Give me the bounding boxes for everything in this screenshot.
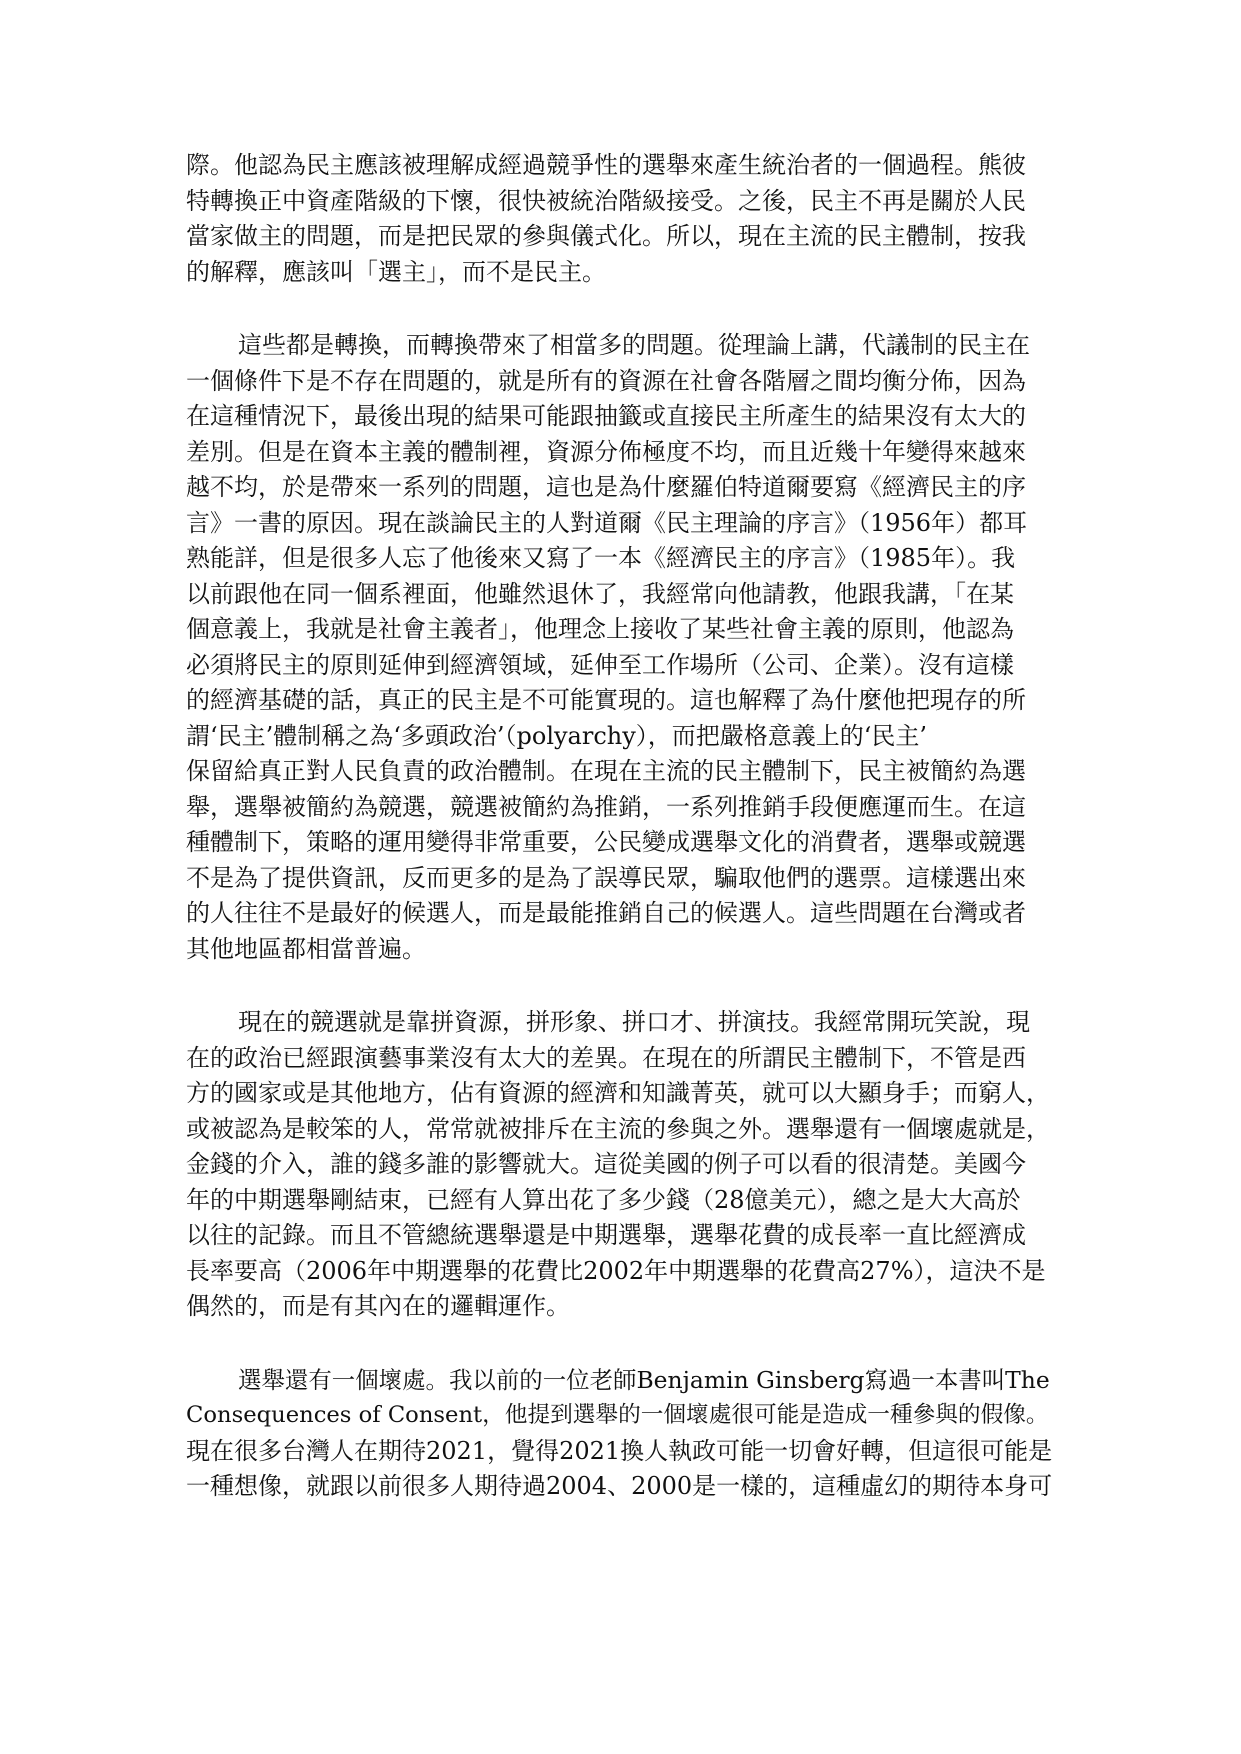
text-line: 際。他認為民主應該被理解成經過競爭性的選舉來產生統治者的一個過程。熊彼 (186, 151, 1026, 179)
text-line: 選舉還有一個壞處。我以前的一位老師Benjamin Ginsberg寫過一本書叫The (238, 1365, 1050, 1394)
text-line: Consequences of Consent，他提到選舉的一個壞處很可能是造成一種參與的假像。 (186, 1402, 1049, 1428)
text-line: 一個條件下是不存在問題的，就是所有的資源在社會各階層之間均衡分佈，因為 (186, 366, 1026, 395)
text-line: 年的中期選舉剛結束，已經有人算出花了多少錢（28億美元），總之是大大高於 (186, 1185, 1021, 1214)
text-line: 長率要高（2006年中期選舉的花費比2002年中期選舉的花費高27%），這決不是 (186, 1256, 1046, 1285)
text-line: 的人往往不是最好的候選人，而是最能推銷自己的候選人。這些問題在台灣或者 (186, 899, 1026, 927)
text-line: 的經濟基礎的話，真正的民主是不可能實現的。這也解釋了為什麼他把現存的所 (186, 686, 1026, 714)
text-line: 必須將民主的原則延伸到經濟領域，延伸至工作場所（公司、企業）。沒有這樣 (186, 650, 1014, 679)
paragraph-3 (186, 1005, 1054, 1325)
text-line: 以前跟他在同一個系裡面，他雖然退休了，我經常向他請教，他跟我講，「在某 (186, 579, 1014, 608)
text-line: 保留給真正對人民負責的政治體制。在現在主流的民主體制下，民主被簡約為選 (186, 757, 1026, 785)
text-line: 熟能詳，但是很多人忘了他後來又寫了一本《經濟民主的序言》（1985年）。我 (186, 544, 1016, 572)
text-line: 方的國家或是其他地方，佔有資源的經濟和知識菁英，就可以大顯身手；而窮人， (186, 1079, 1050, 1107)
paragraph-4 (186, 1363, 1054, 1505)
text-line: 金錢的介入，誰的錢多誰的影響就大。這從美國的例子可以看的很清楚。美國今 (186, 1150, 1026, 1178)
text-line: 其他地區都相當普遍。 (186, 934, 426, 963)
text-line: 舉，選舉被簡約為競選，競選被簡約為推銷，一系列推銷手段便應運而生。在這 (186, 792, 1026, 821)
text-line: 或被認為是較笨的人，常常就被排斥在主流的參與之外。選舉還有一個壞處就是， (186, 1114, 1050, 1143)
text-line: 這些都是轉換，而轉換帶來了相當多的問題。從理論上講，代議制的民主在 (238, 331, 1030, 359)
text-line: 差別。但是在資本主義的體制裡，資源分佈極度不均，而且近幾十年變得來越來 (186, 437, 1026, 466)
paragraph-2 (186, 328, 1054, 967)
body-text (186, 148, 1054, 1543)
text-line: 個意義上，我就是社會主義者」，他理念上接收了某些社會主義的原則，他認為 (186, 615, 1014, 643)
text-line: 偶然的，而是有其內在的邏輯運作。 (186, 1292, 570, 1320)
text-line: 特轉換正中資產階級的下懷，很快被統治階級接受。之後，民主不再是關於人民 (186, 186, 1026, 215)
text-line: 越不均，於是帶來一系列的問題，這也是為什麼羅伯特道爾要寫《經濟民主的序 (186, 473, 1026, 501)
text-line: 現在的競選就是靠拼資源，拼形象、拼口才、拼演技。我經常開玩笑說，現 (238, 1008, 1030, 1036)
text-line: 以往的記錄。而且不管總統選舉還是中期選舉，選舉花費的成長率一直比經濟成 (186, 1221, 1026, 1249)
text-line: 不是為了提供資訊，反而更多的是為了誤導民眾，騙取他們的選票。這樣選出來 (186, 863, 1026, 892)
text-line: 現在很多台灣人在期待2021，覺得2021換人執政可能一切會好轉，但這很可能是 (186, 1436, 1053, 1465)
text-line: 種體制下，策略的運用變得非常重要，公民變成選舉文化的消費者，選舉或競選 (186, 828, 1026, 856)
text-line: 謂‘民主’體制稱之為‘多頭政治’（polyarchy），而把嚴格意義上的‘民主’ (186, 721, 928, 750)
text-line: 在的政治已經跟演藝事業沒有太大的差異。在現在的所謂民主體制下，不管是西 (186, 1043, 1026, 1072)
text-line: 當家做主的問題，而是把民眾的參與儀式化。所以，現在主流的民主體制，按我 (186, 222, 1026, 250)
text-line: 的解釋，應該叫「選主」，而不是民主。 (186, 257, 606, 286)
text-line: 一種想像，就跟以前很多人期待過2004、2000是一樣的，這種虛幻的期待本身可 (186, 1472, 1053, 1500)
text-line: 在這種情況下，最後出現的結果可能跟抽籤或直接民主所產生的結果沒有太大的 (186, 402, 1026, 430)
paragraph-1 (186, 148, 1054, 290)
text-line: 言》一書的原因。現在談論民主的人對道爾《民主理論的序言》（1956年）都耳 (186, 508, 1028, 537)
